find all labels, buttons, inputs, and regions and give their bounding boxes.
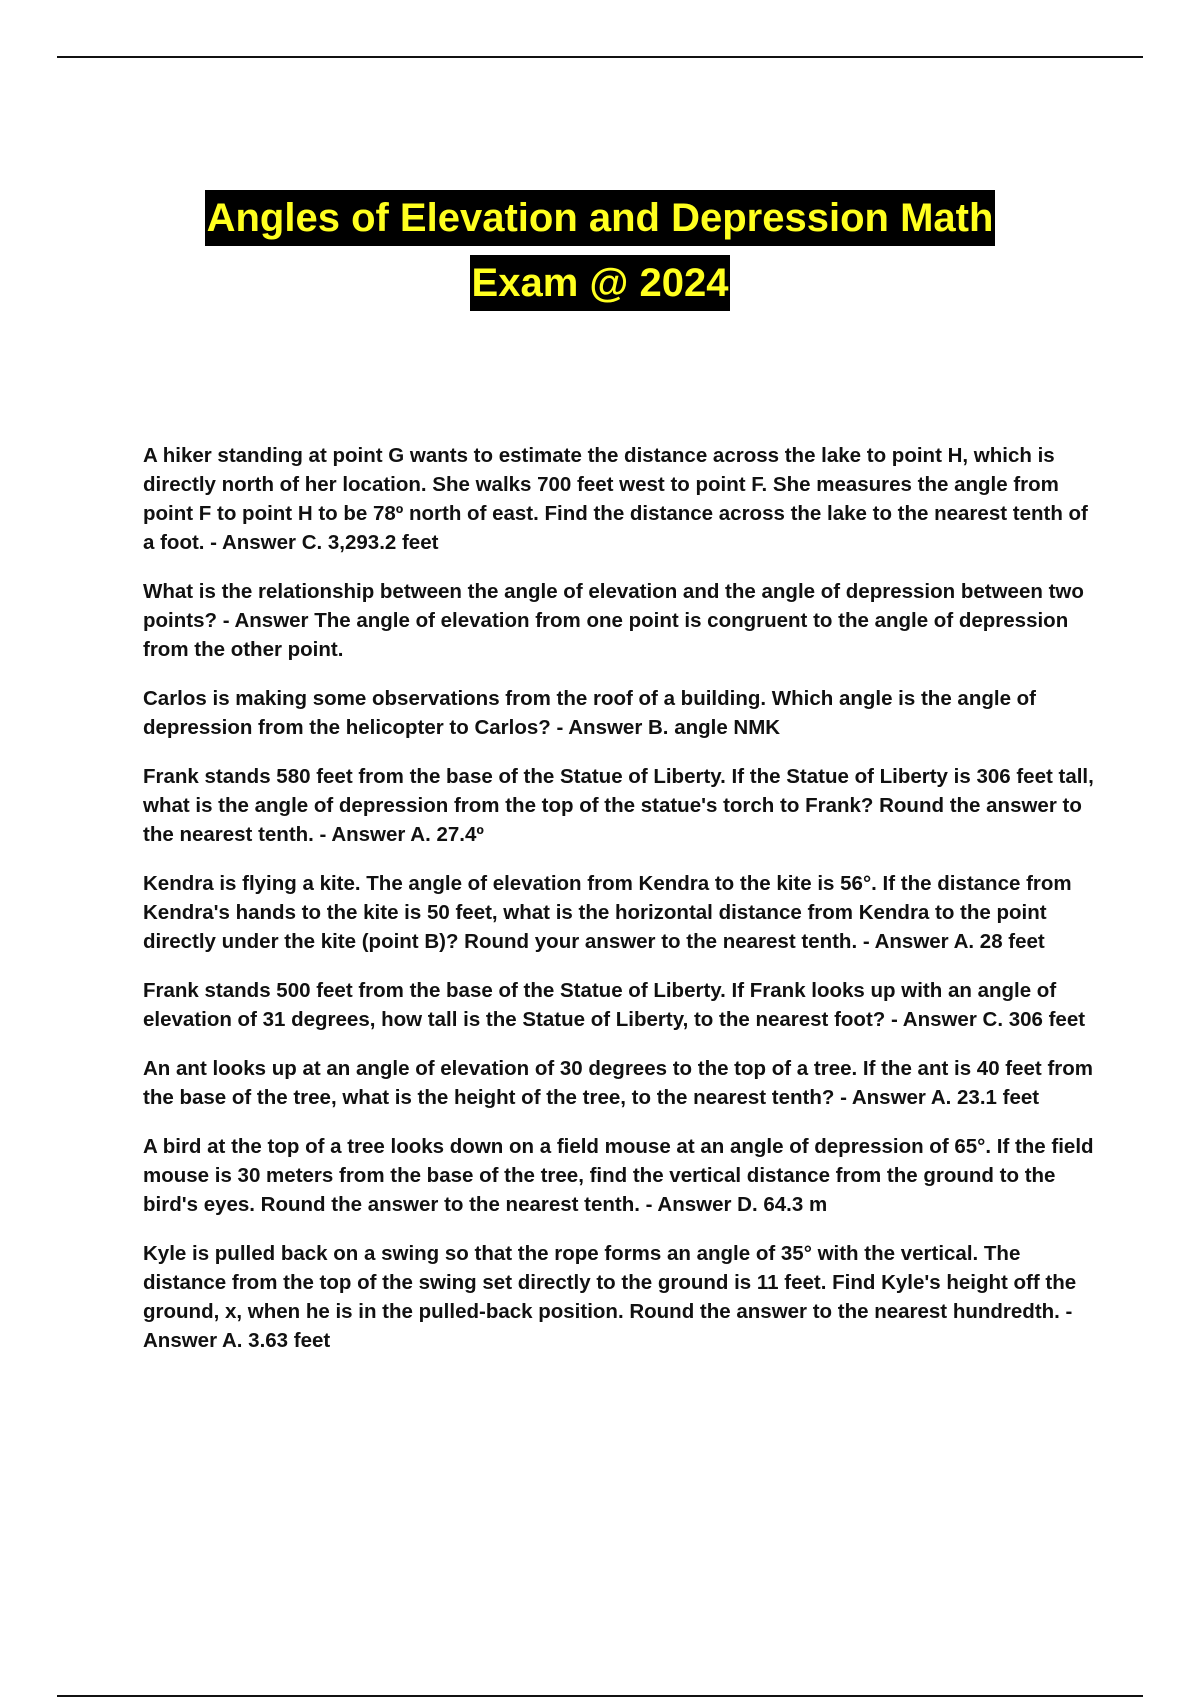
question-item: An ant looks up at an angle of elevation of 30 degrees to the top of a tree. If the ant is 40 feet from the base of the tree, what is the height of the tree, to the nearest tenth? - Answer A. 23.1 feet — [143, 1057, 1093, 1109]
question-item: Kendra is flying a kite. The angle of elevation from Kendra to the kite is 56°. If the distance from Kendra's hands to the kite is 50 feet, what is the horizontal distance from Kendra to the point directly under the kite (point B)? Round your answer to the nearest tenth. - Answer A. 28 feet — [143, 872, 1072, 953]
question-item: Kyle is pulled back on a swing so that the rope forms an angle of 35° with the vertical. The distance from the top of the swing set directly to the ground is 11 feet. Find Kyle's height off the ground, x, when he is in the pulled-back position. Round the answer to the nearest hundredth. - Answer A. 3.63 feet — [143, 1242, 1077, 1352]
question-item: What is the relationship between the angle of elevation and the angle of depression between two points? - Answer The angle of elevation from one point is congruent to the angle of depression from the other point. — [143, 580, 1084, 661]
bottom-rule — [57, 1695, 1143, 1697]
question-item: Frank stands 500 feet from the base of the Statue of Liberty. If Frank looks up with an angle of elevation of 31 degrees, how tall is the Statue of Liberty, to the nearest foot? - Answer C. 306 feet — [143, 979, 1086, 1031]
title-line-1: Angles of Elevation and Depression Math — [205, 190, 996, 246]
question-list — [143, 441, 1098, 1375]
question-item: Frank stands 580 feet from the base of the Statue of Liberty. If the Statue of Liberty is 306 feet tall, what is the angle of depression from the top of the statue's torch to Frank? Round the answer to the nearest tenth. - Answer A. 27.4º — [143, 765, 1094, 846]
question-item: A bird at the top of a tree looks down on a field mouse at an angle of depression of 65°. If the field mouse is 30 meters from the base of the tree, find the vertical distance from the ground to the bird's eyes. Round the answer to the nearest tenth. - Answer D. 64.3 m — [143, 1135, 1094, 1216]
top-rule — [57, 56, 1143, 58]
document-title — [0, 190, 1200, 311]
question-item: Carlos is making some observations from the roof of a building. Which angle is the angle of depression from the helicopter to Carlos? - Answer B. angle NMK — [143, 687, 1037, 739]
question-item: A hiker standing at point G wants to estimate the distance across the lake to point H, which is directly north of her location. She walks 700 feet west to point F. She measures the angle from point F to point H to be 78º north of east. Find the distance across the lake to the nearest tenth of a foot. - Answer C. 3,293.2 feet — [143, 444, 1088, 554]
title-line-2: Exam @ 2024 — [470, 255, 731, 311]
